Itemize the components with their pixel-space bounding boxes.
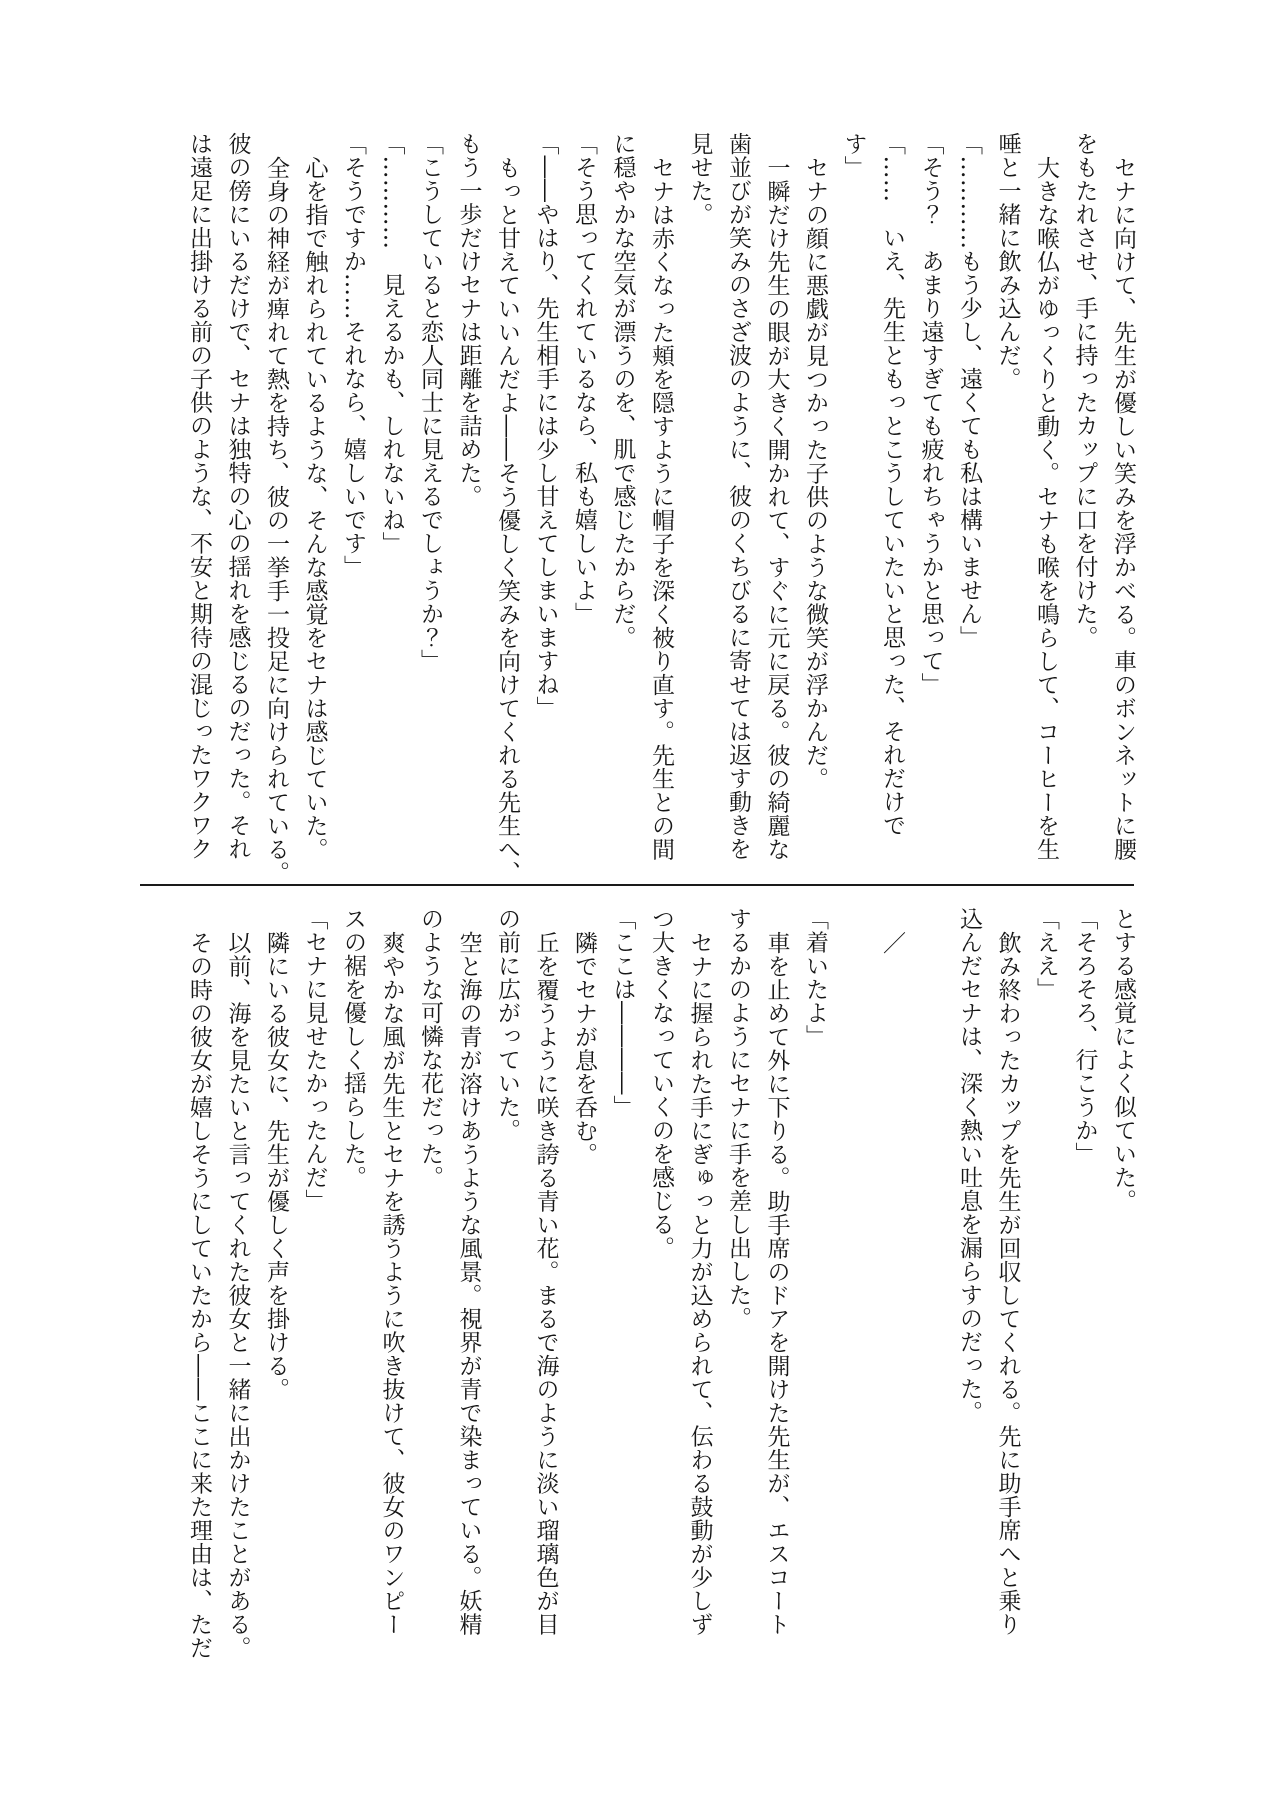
text-column: 「ここは――――」 xyxy=(609,907,636,1119)
section-divider-rule xyxy=(140,884,1134,886)
blank-column xyxy=(834,907,873,1655)
text-column: の前に広がっていた。 xyxy=(494,907,520,1142)
text-column: に穏やかな空気が漂うのを、肌で感じたからだ。 xyxy=(609,132,636,649)
text-column: 心を指で触れられているような、そんな感覚をセナは感じていた。 xyxy=(301,155,328,861)
text-column: 隣でセナが息を呑む。 xyxy=(571,930,597,1166)
text-column: 大きな喉仏がゆっくりと動く。セナも喉を鳴らして、コーヒーを生 xyxy=(1033,155,1059,861)
text-column: その時の彼女が嬉しそうにしていたから――ここに来た理由は、ただ xyxy=(186,930,212,1659)
text-column: つ大きくなっていくのを感じる。 xyxy=(648,907,674,1260)
text-column: 一瞬だけ先生の眼が大きく開かれて、すぐに元に戻る。彼の綺麗な xyxy=(763,155,790,861)
text-column: 「セナに見せたかったんだ」 xyxy=(301,907,328,1213)
text-column: 隣にいる彼女に、先生が優しく声を掛ける。 xyxy=(263,930,289,1401)
text-column: 「そう？ あまり遠すぎても疲れちゃうかと思って」 xyxy=(917,132,944,696)
text-column: 飲み終わったカップを先生が回収してくれる。先に助手席へと乗り xyxy=(994,930,1021,1636)
text-column: 丘を覆うように咲き誇る青い花。まるで海のように淡い瑠璃色が目 xyxy=(532,930,559,1636)
text-column: 「…… いえ、先生ともっとこうしていたいと思った、それだけで xyxy=(879,132,905,837)
text-column: す」 xyxy=(840,132,867,179)
text-column: 空と海の青が溶けあうような風景。視界が青で染まっている。妖精 xyxy=(455,930,482,1636)
text-column: するかのようにセナに手を差し出した。 xyxy=(725,907,751,1330)
text-column: 以前、海を見たいと言ってくれた彼女と一緒に出かけたことがある。 xyxy=(224,930,251,1659)
top-text-block xyxy=(180,132,1143,884)
text-column: セナに握られた手にぎゅっと力が込められて、伝わる鼓動が少しず xyxy=(686,930,713,1636)
text-column: は遠足に出掛ける前の子供のような、不安と期待の混じったワクワク xyxy=(186,132,212,861)
text-column: 車を止めて外に下りる。助手席のドアを開けた先生が、エスコート xyxy=(763,930,790,1636)
text-column: 「…………もう少し、遠くても私は構いません」 xyxy=(956,132,982,649)
text-column: 彼の傍にいるだけで、セナは独特の心の揺れを感じるのだった。それ xyxy=(224,132,251,861)
bottom-text-block xyxy=(180,907,1143,1659)
text-column: 見せた。 xyxy=(686,132,713,226)
text-column: 「こうしていると恋人同士に見えるでしょうか？」 xyxy=(417,132,443,673)
text-column: スの裾を優しく揺らした。 xyxy=(340,907,366,1189)
text-column: もう一歩だけセナは距離を詰めた。 xyxy=(455,132,482,508)
blank-column xyxy=(911,907,950,1655)
text-column: ／ xyxy=(879,930,905,954)
text-column: 「――やはり、先生相手には少し甘えてしまいますね」 xyxy=(532,132,559,720)
text-column: 全身の神経が痺れて熱を持ち、彼の一挙手一投足に向けられている。 xyxy=(263,155,289,884)
text-column: もっと甘えていいんだよ――そう優しく笑みを向けてくれる先生へ、 xyxy=(494,155,520,884)
text-column: 「………… 見えるかも、しれないね」 xyxy=(378,132,405,555)
text-column: 唾と一緒に飲み込んだ。 xyxy=(994,132,1021,391)
text-column: 爽やかな風が先生とセナを誘うように吹き抜けて、彼女のワンピー xyxy=(378,930,405,1636)
text-column: をもたれさせ、手に持ったカップに口を付けた。 xyxy=(1071,132,1098,649)
text-column: とする感覚によく似ていた。 xyxy=(1110,907,1136,1213)
text-column: 「そう思ってくれているなら、私も嬉しいよ」 xyxy=(571,132,597,626)
text-column: 「そうですか……それなら、嬉しいです」 xyxy=(340,132,366,579)
text-column: 「着いたよ」 xyxy=(802,907,828,1048)
text-column: 込んだセナは、深く熱い吐息を漏らすのだった。 xyxy=(956,907,982,1424)
text-column: 歯並びが笑みのさざ波のように、彼のくちびるに寄せては返す動きを xyxy=(725,132,751,861)
text-column: セナは赤くなった頬を隠すように帽子を深く被り直す。先生との間 xyxy=(648,155,674,861)
text-column: セナに向けて、先生が優しい笑みを浮かべる。車のボンネットに腰 xyxy=(1110,155,1136,861)
text-column: のような可憐な花だった。 xyxy=(417,907,443,1189)
text-column: 「ええ」 xyxy=(1033,907,1059,1001)
text-column: セナの顔に悪戯が見つかった子供のような微笑が浮かんだ。 xyxy=(802,155,828,790)
text-column: 「そろそろ、行こうか」 xyxy=(1071,907,1098,1166)
